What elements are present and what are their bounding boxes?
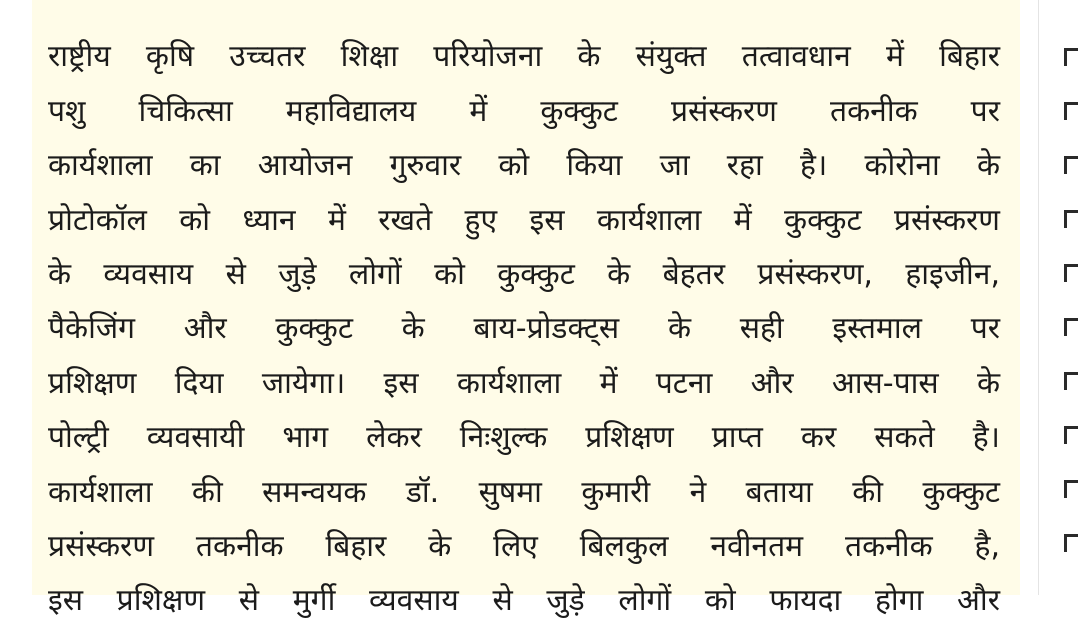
glyph-fragment [1064, 372, 1078, 390]
article-line: पैकेजिंग और कुक्कुट के बाय-प्रोडक्ट्स के सही इस्तमाल पर [48, 311, 1000, 347]
glyph-fragment [1064, 102, 1078, 120]
glyph-fragment [1064, 534, 1078, 552]
article-line: के व्यवसाय से जुड़े लोगों को कुक्कुट के बेहतर प्रसंस्करण, हाइजीन, [48, 256, 1000, 292]
article-column [32, 0, 1020, 619]
column-divider [1038, 0, 1039, 595]
article-line: कार्यशाला की समन्वयक डॉ. सुषमा कुमारी ने बताया की कुक्कुट [48, 474, 1000, 510]
article-line: पशु चिकित्सा महाविद्यालय में कुक्कुट प्रसंस्करण तकनीक पर [48, 93, 1000, 129]
article-line: प्रसंस्करण तकनीक बिहार के लिए बिलकुल नवीनतम तकनीक है, [48, 528, 1000, 564]
glyph-fragment [1064, 48, 1078, 66]
glyph-fragment [1064, 318, 1078, 336]
article-line: कार्यशाला का आयोजन गुरुवार को किया जा रहा है। कोरोना के [48, 148, 1000, 184]
glyph-fragment [1064, 210, 1078, 228]
glyph-fragment [1064, 480, 1078, 498]
glyph-fragment [1064, 156, 1078, 174]
adjacent-column-fragment [1058, 0, 1080, 595]
article-line-top-cut [48, 0, 1000, 30]
glyph-fragment [1064, 264, 1078, 282]
glyph-fragment [1064, 426, 1078, 444]
article-body [48, 0, 1000, 629]
article-line: प्रशिक्षण दिया जायेगा। इस कार्यशाला में पटना और आस-पास के [48, 365, 1000, 401]
article-line: राष्ट्रीय कृषि उच्चतर शिक्षा परियोजना के संयुक्त तत्वावधान में बिहार [48, 39, 1000, 75]
article-line: प्रोटोकॉल को ध्यान में रखते हुए इस कार्यशाला में कुक्कुट प्रसंस्करण [48, 202, 1000, 238]
article-line: पोल्ट्री व्यवसायी भाग लेकर निःशुल्क प्रशिक्षण प्राप्त कर सकते है। [48, 420, 1000, 456]
article-line: इस प्रशिक्षण से मुर्गी व्यवसाय से जुड़े लोगों को फायदा होगा और [48, 583, 1000, 619]
